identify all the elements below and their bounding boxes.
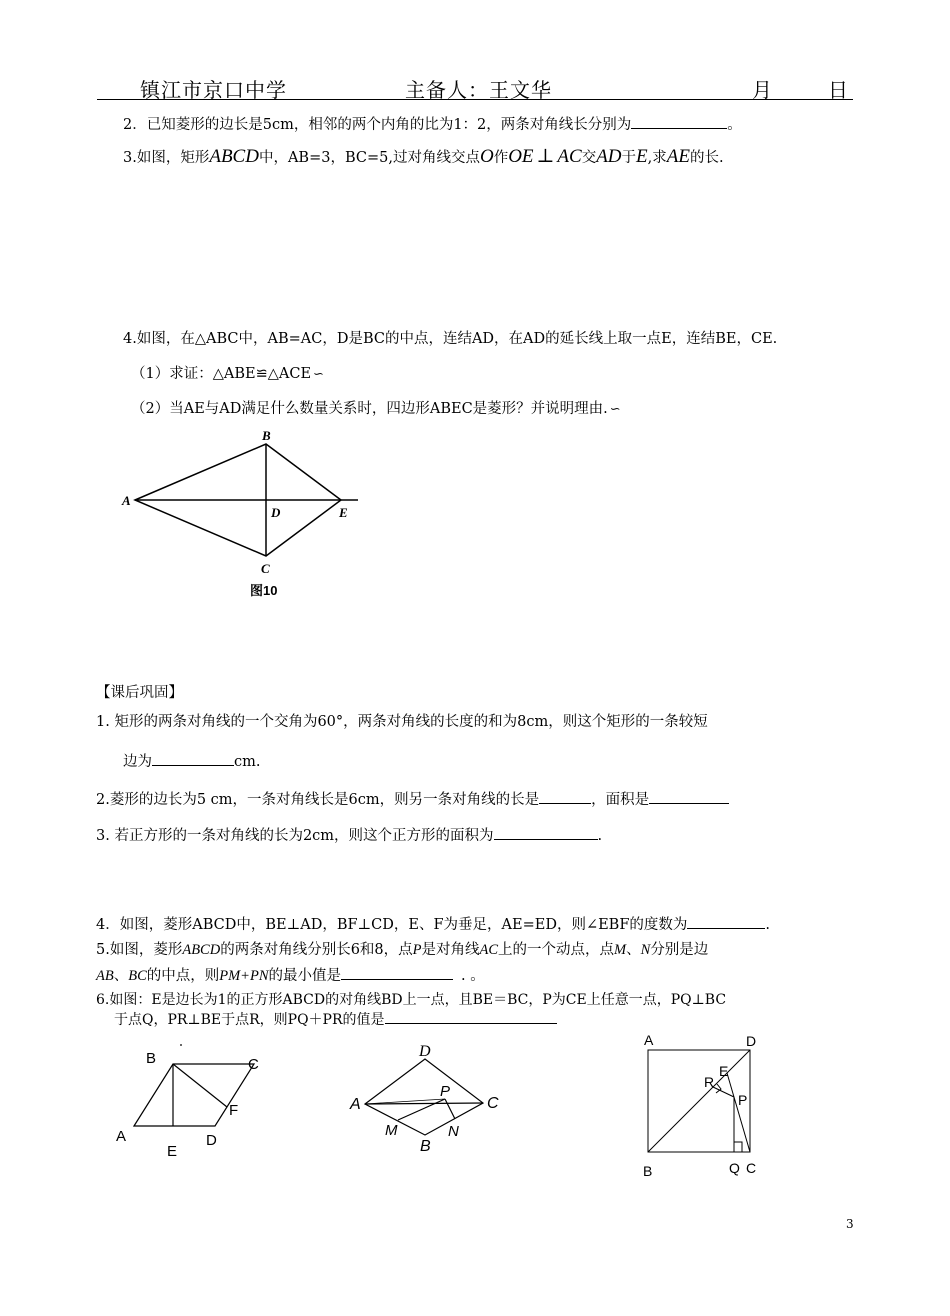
figure-10 — [110, 425, 370, 605]
question-4-part-2 — [131, 399, 621, 420]
h4-pre: 4．如图，菱形ABCD中，BE⊥AD，BF⊥CD，E、F为垂足，AE=ED，则∠EBF的度数为 — [96, 917, 688, 933]
h5-text-7: 的最小值是 — [268, 968, 341, 984]
homework-6-line-1: 6.如图：E是边长为1的正方形ABCD的对角线BD上一点，且BE＝BC，P为CE上任意一点，PQ⊥BC — [96, 992, 727, 1008]
label-e: E — [719, 1063, 729, 1079]
label-a: A — [350, 1096, 361, 1113]
label-a: A — [122, 493, 131, 508]
header-preparer: 主备人：王文华 — [405, 78, 552, 102]
answer-blank — [385, 1009, 557, 1024]
h5-ac: AC — [479, 942, 499, 958]
label-f: F — [229, 1102, 239, 1119]
q3-text-1: 3.如图，矩形 — [123, 150, 210, 166]
h2-mid: ，面积是 — [591, 792, 650, 808]
header-school: 镇江市京口中学 — [140, 78, 287, 102]
label-b: B — [420, 1138, 431, 1155]
q3-e: E — [636, 146, 648, 167]
h1-pre: 边为 — [123, 754, 152, 770]
h5-text-4: 上的一个动点，点 — [498, 942, 615, 958]
question-3 — [123, 146, 724, 168]
h5-ab: AB — [96, 968, 114, 984]
label-d: D — [271, 505, 281, 520]
right-angle-mark-q — [734, 1142, 742, 1152]
homework-3 — [96, 825, 602, 846]
line-pm — [398, 1099, 445, 1120]
label-r: R — [704, 1074, 715, 1090]
q3-ad: AD — [596, 146, 622, 167]
h4-end: . — [765, 917, 771, 933]
label-d: D — [746, 1033, 757, 1049]
question-2-text: 2．已知菱形的边长是5cm，相邻的两个内角的比为1：2，两条对角线长分别为 — [123, 117, 632, 133]
h5-text-1: 5.如图，菱形 — [96, 942, 183, 958]
q3-text-5: 于 — [621, 150, 637, 166]
page-number: 3 — [846, 1217, 854, 1231]
answer-blank — [341, 965, 453, 980]
answer-blank — [649, 789, 729, 804]
answer-blank — [152, 751, 234, 766]
h2-pre: 2.菱形的边长为5 cm，一条对角线长是6cm，则另一条对角线的长是 — [96, 792, 540, 808]
section-title: 【课后巩固】 — [96, 685, 183, 701]
rhombus-outline — [365, 1059, 483, 1135]
h1-post: cm. — [234, 754, 261, 770]
q3-o: O — [479, 146, 494, 167]
label-m: M — [385, 1122, 398, 1139]
h5-text-3: 是对角线 — [421, 942, 480, 958]
h6-line2-text: 于点Q，PR⊥BE于点R，则PQ＋PR的值是 — [114, 1012, 385, 1028]
q3-abcd: ABCD — [209, 146, 259, 167]
h3-end: . — [597, 828, 603, 844]
q3-text-7: 的长. — [689, 150, 724, 166]
h5-abcd: ABCD — [182, 942, 221, 958]
homework-1-line-2 — [123, 751, 260, 772]
line-bf — [173, 1064, 227, 1107]
figure-square-diagonal — [630, 1030, 780, 1185]
figure-rhombus-perpendiculars — [110, 1040, 290, 1165]
label-b: B — [262, 428, 271, 443]
h5-end: . 。 — [461, 968, 485, 984]
answer-blank — [539, 789, 591, 804]
q3-ae: AE — [666, 146, 690, 167]
q3-text-4: 交 — [581, 150, 597, 166]
q3-text-2: 中，AB=3，BC=5,过对角线交点 — [258, 150, 480, 166]
header-month: 月 — [752, 78, 773, 102]
label-p: P — [440, 1083, 451, 1100]
question-2-end: 。 — [727, 117, 742, 133]
label-d: D — [419, 1043, 431, 1060]
question-4-part-1 — [131, 364, 324, 385]
q4-sub2-text: （2）当AE与AD满足什么数量关系时，四边形ABEC是菱形？并说明理由. — [131, 401, 608, 417]
label-c: C — [248, 1056, 259, 1073]
q3-text-3: 作 — [493, 150, 509, 166]
homework-4 — [96, 914, 770, 935]
label-c: C — [487, 1095, 499, 1112]
header-rule — [97, 99, 853, 100]
label-e: E — [339, 505, 348, 520]
h5-m: M — [614, 942, 627, 958]
scribble-icon: ∽ — [609, 402, 621, 417]
answer-blank — [687, 914, 765, 929]
homework-5-line-1 — [96, 940, 708, 960]
label-q: Q — [729, 1160, 740, 1176]
scribble-icon: ∽ — [313, 367, 324, 382]
homework-1-line-1: 1. 矩形的两条对角线的一个交角为60°，两条对角线的长度的和为8cm，则这个矩形的一条较短 — [96, 714, 708, 730]
label-d: D — [206, 1132, 217, 1149]
label-e: E — [167, 1143, 178, 1160]
label-b: B — [643, 1163, 653, 1179]
label-b: B — [146, 1050, 157, 1067]
q3-ac: AC — [557, 146, 582, 167]
question-4: 4.如图，在△ABC中，AB=AC，D是BC的中点，连结AD，在AD的延长线上取一点E，连结BE，CE. — [123, 331, 778, 347]
h5-text-2: 的两条对角线分别长6和8，点 — [220, 942, 413, 958]
h3-pre: 3. 若正方形的一条对角线的长为2cm，则这个正方形的面积为 — [96, 828, 494, 844]
q3-oe: OE — [508, 146, 534, 167]
h5-pmpn: PM+PN — [219, 968, 269, 984]
dot-mark — [180, 1044, 182, 1046]
q3-text-6: ,求 — [647, 150, 667, 166]
label-a: A — [644, 1032, 654, 1048]
q4-sub1-text: （1）求证：△ABE≌△ACE — [131, 366, 312, 382]
figure-caption: 图10 — [250, 583, 278, 598]
question-2 — [123, 114, 742, 135]
label-a: A — [116, 1128, 127, 1145]
answer-blank — [494, 825, 598, 840]
h5-sep: 、 — [626, 942, 641, 958]
h5-text-5: 分别是边 — [650, 942, 709, 958]
homework-6-line-2 — [114, 1009, 557, 1030]
label-c: C — [746, 1160, 757, 1176]
homework-2 — [96, 789, 729, 810]
h5-text-6: 的中点，则 — [146, 968, 220, 984]
line-pn — [445, 1099, 455, 1119]
line-pr — [713, 1087, 734, 1097]
h5-n: N — [640, 942, 651, 958]
label-c: C — [261, 561, 270, 576]
label-n: N — [448, 1123, 459, 1140]
label-p: P — [738, 1092, 748, 1108]
line-ce — [727, 1073, 750, 1152]
h5-sep-2: 、 — [113, 968, 129, 984]
homework-5-line-2 — [96, 965, 485, 986]
figure-rhombus-moving-point — [340, 1040, 510, 1155]
answer-blank — [631, 114, 727, 129]
h5-bc: BC — [128, 968, 147, 984]
header-day: 日 — [828, 78, 849, 102]
h5-p: P — [412, 942, 422, 958]
q3-perp: ⊥ — [536, 145, 555, 167]
